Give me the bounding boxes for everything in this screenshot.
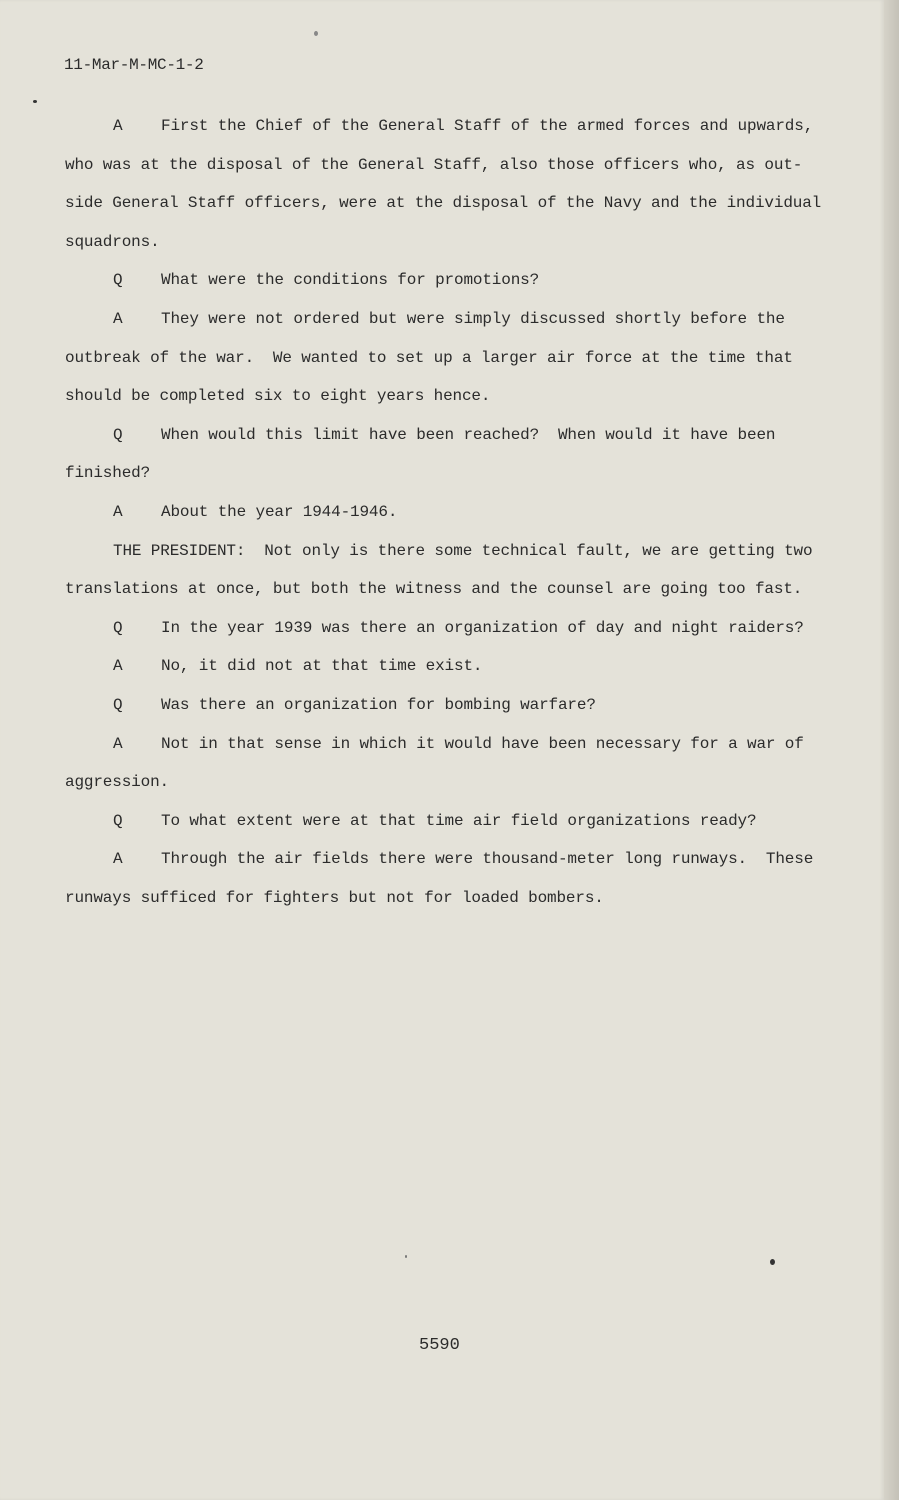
line-text: should be completed six to eight years hence. <box>65 387 491 406</box>
transcript-line <box>65 107 840 146</box>
transcript-line <box>65 647 840 686</box>
line-text: side General Staff officers, were at the disposal of the Navy and the individual <box>65 194 822 213</box>
transcript-line <box>65 532 840 571</box>
transcript-line <box>65 454 840 493</box>
speaker-label: Q <box>113 618 123 637</box>
line-text: Was there an organization for bombing warfare? <box>161 695 596 714</box>
transcript-line <box>65 609 840 648</box>
transcript-line <box>65 300 840 339</box>
transcript-line <box>65 725 840 764</box>
speaker-label: Q <box>113 425 123 444</box>
transcript-paragraph <box>65 300 840 416</box>
transcript-paragraph <box>65 493 840 532</box>
speaker-label: A <box>113 657 123 676</box>
transcript-line <box>65 802 840 841</box>
page-number: 5590 <box>419 1336 460 1355</box>
transcript-paragraph <box>65 261 840 300</box>
speaker-label: Q <box>113 811 123 830</box>
line-text: What were the conditions for promotions? <box>161 271 540 290</box>
transcript-line <box>65 223 840 262</box>
speaker-label: THE PRESIDENT: <box>113 541 246 560</box>
speaker-label: A <box>113 309 123 328</box>
transcript-line <box>65 493 840 532</box>
line-text: No, it did not at that time exist. <box>161 657 483 676</box>
line-text: who was at the disposal of the General Staff, also those officers who, as out- <box>65 155 803 174</box>
transcript-line <box>65 686 840 725</box>
speaker-label: A <box>113 850 123 869</box>
paper-speck <box>314 31 318 36</box>
line-text: Not in that sense in which it would have been necessary for a war of <box>161 734 804 753</box>
line-text: outbreak of the war. We wanted to set up a larger air force at the time that <box>65 348 793 367</box>
speaker-label: Q <box>113 271 123 290</box>
line-text: translations at once, but both the witness and the counsel are going too fast. <box>65 580 803 599</box>
line-text: Through the air fields there were thousand-meter long runways. These <box>161 850 814 869</box>
transcript-line <box>65 146 840 185</box>
transcript-line <box>65 184 840 223</box>
transcript-paragraph <box>65 840 840 917</box>
speaker-label: Q <box>113 695 123 714</box>
line-text: aggression. <box>65 773 169 792</box>
line-text: When would this limit have been reached? When would it have been <box>161 425 776 444</box>
transcript-line <box>65 261 840 300</box>
paper-speck <box>770 1259 775 1265</box>
line-text: About the year 1944-1946. <box>161 502 398 521</box>
line-text: They were not ordered but were simply discussed shortly before the <box>161 309 785 328</box>
line-text: runways sufficed for fighters but not for loaded bombers. <box>65 888 604 907</box>
line-text: Not only is there some technical fault, we are getting two <box>264 541 813 560</box>
transcript-paragraph <box>65 725 840 802</box>
line-text: In the year 1939 was there an organization of day and night raiders? <box>161 618 804 637</box>
transcript-line <box>65 339 840 378</box>
transcript-paragraph <box>65 647 840 686</box>
page-edge <box>884 0 899 1500</box>
transcript-line <box>65 570 840 609</box>
transcript-body <box>65 107 840 917</box>
transcript-line <box>65 416 840 455</box>
transcript-paragraph <box>65 416 840 493</box>
transcript-line <box>65 840 840 879</box>
line-text: squadrons. <box>65 232 160 251</box>
line-text: finished? <box>65 464 151 483</box>
line-text: First the Chief of the General Staff of the armed forces and upwards, <box>161 117 814 135</box>
transcript-paragraph <box>65 609 840 648</box>
transcript-paragraph <box>65 107 840 261</box>
speaker-label: A <box>113 117 123 135</box>
transcript-paragraph <box>65 686 840 725</box>
document-id: 11-Mar-M-MC-1-2 <box>64 56 204 74</box>
paper-speck <box>405 1255 407 1258</box>
speaker-label: A <box>113 502 123 521</box>
transcript-line <box>65 377 840 416</box>
paper-speck <box>33 100 37 103</box>
speaker-label: A <box>113 734 123 753</box>
transcript-line <box>65 763 840 802</box>
transcript-paragraph <box>65 802 840 841</box>
transcript-paragraph <box>65 532 840 609</box>
line-text: To what extent were at that time air field organizations ready? <box>161 811 757 830</box>
transcript-line <box>65 879 840 918</box>
